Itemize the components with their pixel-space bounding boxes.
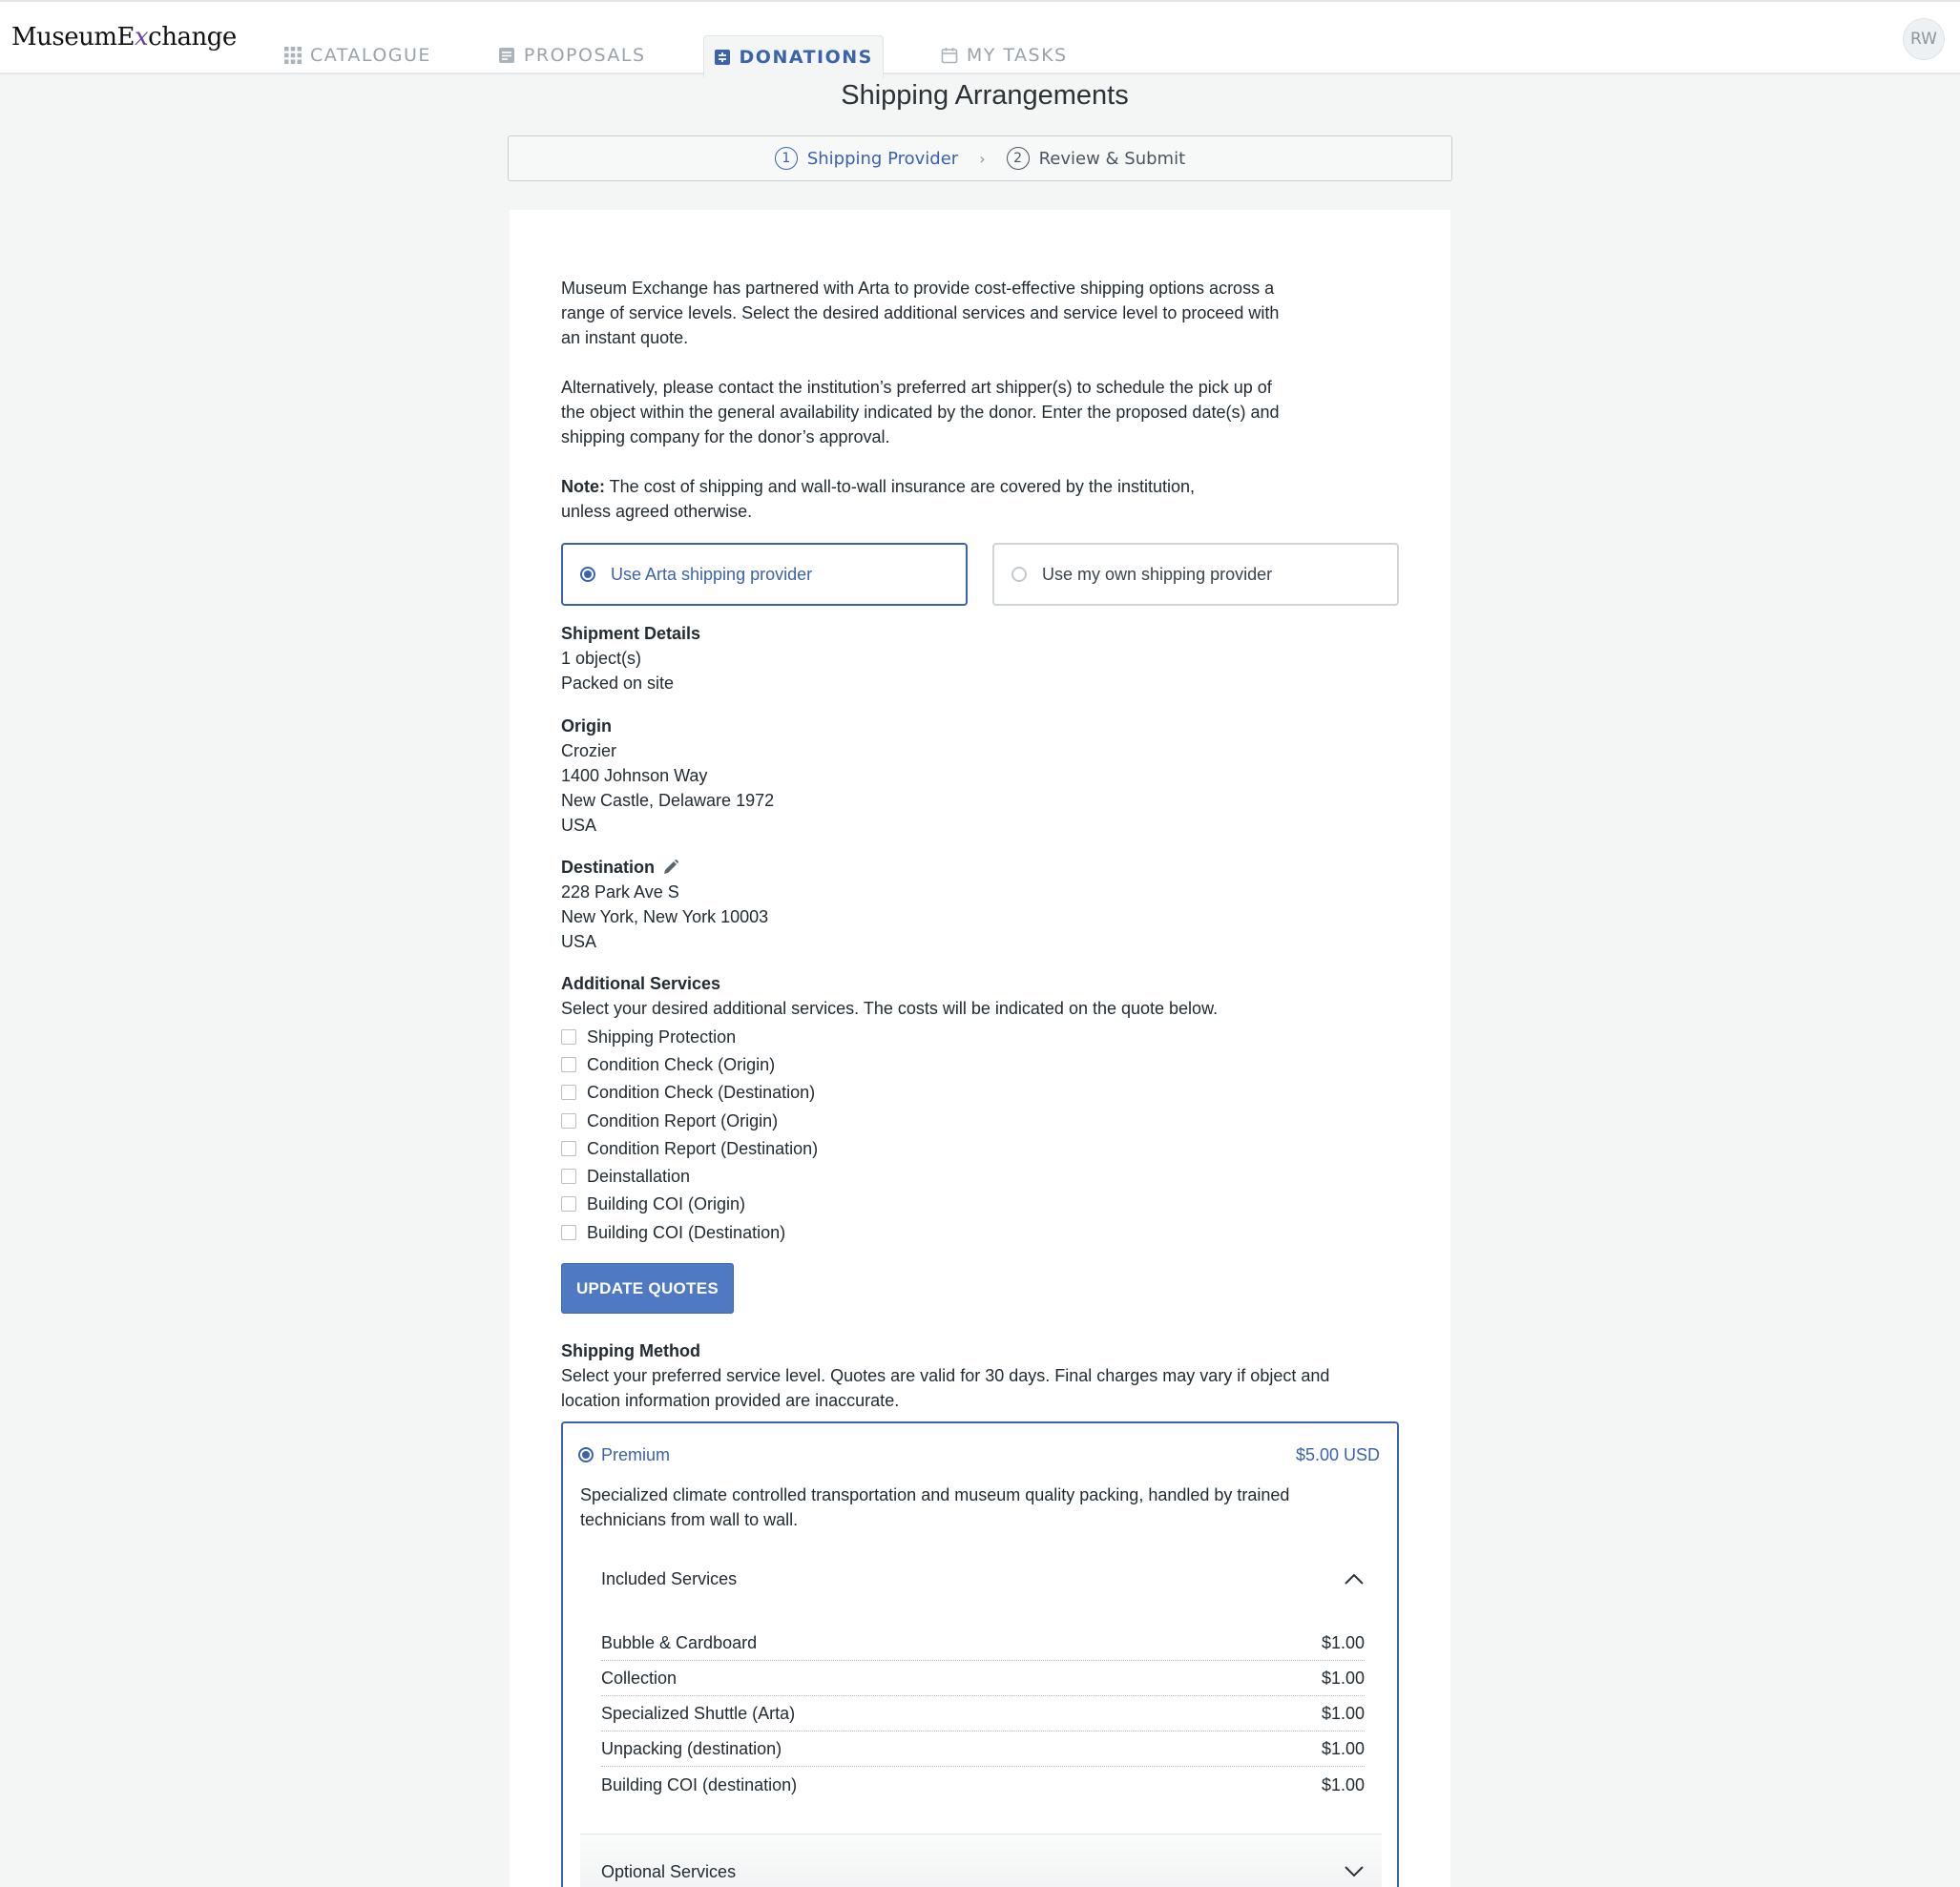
included-service-row [601, 1661, 1365, 1696]
included-services-toggle[interactable] [601, 1566, 1365, 1591]
additional-services-title: Additional Services [561, 974, 721, 993]
radio-unselected-icon [1011, 567, 1027, 582]
checkbox[interactable] [561, 1113, 576, 1129]
checkbox[interactable] [561, 1057, 576, 1072]
service-label: Condition Report (Origin) [587, 1110, 779, 1130]
service-price: $1.00 [1321, 1704, 1365, 1723]
service-label: Condition Check (Destination) [587, 1083, 816, 1103]
additional-services-subtitle: Select your desired additional services. The costs will be indicated on the quote below. [561, 999, 1219, 1018]
origin-address [561, 714, 1286, 838]
checkbox[interactable] [561, 1141, 576, 1156]
museum-exchange-logo[interactable] [11, 23, 237, 52]
service-checkbox-item[interactable] [561, 1191, 818, 1218]
step-label: Shipping Provider [806, 148, 959, 169]
arta-provider-label: Use Arta shipping provider [611, 565, 813, 584]
chevron-up-icon [1344, 1572, 1365, 1586]
shipping-method-title: Shipping Method [561, 1341, 700, 1360]
service-checkbox-item[interactable] [561, 1050, 818, 1078]
destination-line: 228 Park Ave S [561, 882, 679, 902]
shipping-method-header [561, 1338, 1382, 1413]
service-name: Collection [601, 1669, 678, 1688]
logo-text-suffix: change [148, 23, 237, 52]
step-shipping-provider[interactable] [775, 147, 958, 170]
premium-option-description: Specialized climate controlled transportation and museum quality packing, handled by trained technicians from wall to wall. [580, 1485, 1290, 1529]
origin-line: 1400 Johnson Way [561, 766, 708, 785]
premium-option-price: $5.00 USD [1295, 1445, 1380, 1464]
service-label: Building COI (Destination) [587, 1222, 786, 1242]
page-title: Shipping Arrangements [841, 80, 1129, 111]
origin-title: Origin [561, 716, 612, 736]
service-price: $1.00 [1321, 1739, 1365, 1758]
radio-selected-icon[interactable] [578, 1447, 594, 1462]
note-label: Note: [561, 477, 605, 496]
service-price: $1.00 [1321, 1774, 1365, 1794]
service-label: Shipping Protection [587, 1026, 737, 1047]
service-name: Specialized Shuttle (Arta) [601, 1704, 796, 1723]
radio-selected-icon [580, 567, 595, 582]
checkbox[interactable] [561, 1196, 576, 1212]
shipment-details-title: Shipment Details [561, 624, 701, 643]
chevron-down-icon [1344, 1865, 1365, 1878]
own-provider-option[interactable] [992, 543, 1399, 606]
donation-box-icon [714, 49, 731, 66]
destination-address [561, 855, 1286, 954]
step-number: 1 [775, 147, 798, 170]
checkbox[interactable] [561, 1085, 576, 1100]
premium-option-header [578, 1442, 1380, 1467]
tab-my-tasks-label: MY TASKS [966, 44, 1068, 66]
calendar-icon [941, 47, 958, 64]
destination-header [561, 855, 1286, 880]
tab-catalogue[interactable] [275, 33, 441, 76]
intro-paragraph-2: Alternatively, please contact the institution’s preferred art shipper(s) to schedule the pick up of the object within the general availability indicated by the donor. Enter the proposed date(s) and shipping company for the donor’s approval. [561, 378, 1280, 446]
service-label: Building COI (Origin) [587, 1194, 746, 1214]
additional-services-header [561, 971, 1382, 1021]
tab-proposals[interactable] [489, 33, 656, 76]
included-service-row [601, 1731, 1365, 1767]
tab-donations-label: DONATIONS [739, 47, 873, 68]
service-label: Deinstallation [587, 1167, 691, 1187]
origin-line: USA [561, 816, 597, 835]
own-provider-label: Use my own shipping provider [1042, 565, 1273, 584]
destination-line: USA [561, 932, 597, 951]
service-name: Building COI (destination) [601, 1774, 798, 1794]
origin-line: Crozier [561, 741, 617, 760]
destination-line: New York, New York 10003 [561, 907, 769, 926]
premium-shipping-option[interactable] [561, 1421, 1399, 1887]
progress-stepper [508, 135, 1452, 181]
service-name: Unpacking (destination) [601, 1739, 782, 1758]
intro-paragraph-1: Museum Exchange has partnered with Arta to provide cost-effective shipping options across a range of service levels. Select the desired additional services and service level to proceed with an instant quote. [561, 279, 1280, 347]
user-avatar[interactable]: RW [1903, 18, 1945, 60]
service-label: Condition Report (Destination) [587, 1138, 819, 1158]
service-label: Condition Check (Origin) [587, 1054, 776, 1074]
service-checkbox-item[interactable] [561, 1023, 818, 1050]
step-label: Review & Submit [1038, 148, 1186, 169]
checkbox[interactable] [561, 1225, 576, 1240]
step-number: 2 [1007, 147, 1030, 170]
service-checkbox-item[interactable] [561, 1134, 818, 1162]
included-services-list [601, 1626, 1365, 1802]
destination-title: Destination [561, 858, 656, 877]
top-navigation-bar [0, 0, 1960, 74]
service-checkbox-item[interactable] [561, 1107, 818, 1134]
arta-provider-option[interactable] [561, 543, 968, 606]
service-price: $1.00 [1321, 1633, 1365, 1652]
checkbox[interactable] [561, 1169, 576, 1184]
service-checkbox-item[interactable] [561, 1079, 818, 1107]
document-list-icon [498, 47, 515, 64]
included-service-row [601, 1767, 1365, 1802]
additional-services-list [561, 1023, 818, 1246]
shipping-method-subtitle: Select your preferred service level. Quotes are valid for 30 days. Final charges may vary if object and location information provided are inaccurate. [561, 1366, 1330, 1410]
logo-text-x: x [134, 23, 149, 52]
optional-services-toggle[interactable] [580, 1834, 1382, 1887]
optional-services-label: Optional Services [601, 1862, 737, 1881]
main-nav-tabs [275, 33, 1125, 76]
checkbox[interactable] [561, 1029, 576, 1045]
origin-line: New Castle, Delaware 1972 [561, 791, 775, 810]
included-service-row [601, 1696, 1365, 1731]
included-services-label: Included Services [601, 1569, 738, 1588]
tab-catalogue-label: CATALOGUE [310, 44, 431, 66]
note-text: The cost of shipping and wall-to-wall insurance are covered by the institution, unless agreed otherwise. [561, 477, 1196, 521]
tab-my-tasks[interactable] [931, 33, 1077, 76]
tab-proposals-label: PROPOSALS [523, 44, 646, 66]
shipment-objects: 1 object(s) [561, 649, 642, 668]
pencil-icon[interactable] [662, 859, 679, 876]
included-service-row [601, 1626, 1365, 1661]
shipment-packing: Packed on site [561, 674, 675, 693]
intro-note [561, 474, 1248, 524]
service-checkbox-item[interactable] [561, 1162, 818, 1190]
chevron-right-icon: › [979, 149, 986, 168]
optional-services-row [601, 1859, 1365, 1884]
step-review-submit[interactable] [1007, 147, 1186, 170]
grid-icon [284, 47, 302, 64]
shipment-details [561, 621, 1286, 695]
service-checkbox-item[interactable] [561, 1218, 818, 1246]
tab-donations[interactable] [703, 35, 884, 78]
premium-option-name: Premium [601, 1445, 671, 1464]
service-name: Bubble & Cardboard [601, 1633, 758, 1652]
service-price: $1.00 [1321, 1669, 1365, 1688]
update-quotes-button[interactable]: UPDATE QUOTES [561, 1263, 734, 1314]
logo-text-prefix: MuseumE [11, 23, 135, 52]
premium-option-name-wrap [578, 1442, 670, 1467]
